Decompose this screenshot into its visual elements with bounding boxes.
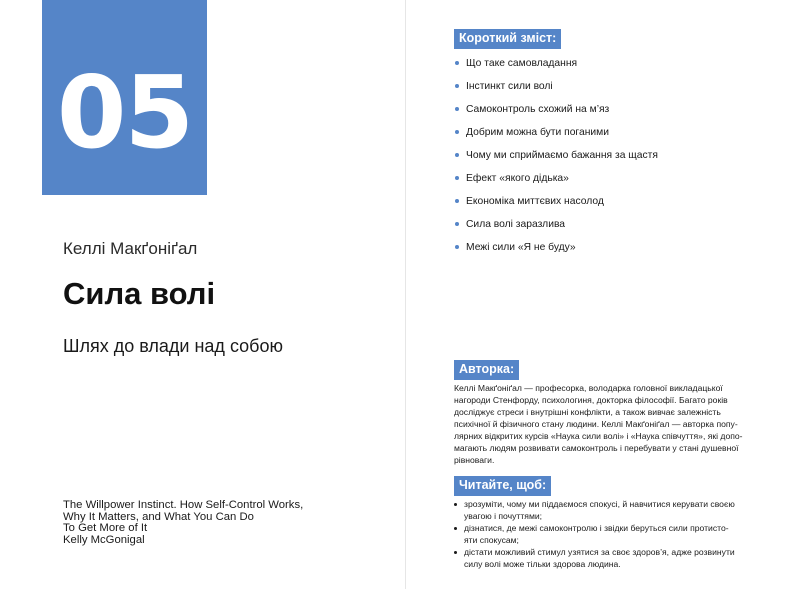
read-item	[454, 522, 764, 546]
bullet-dot-icon	[454, 551, 457, 554]
author-bio-line: лярних відкритих курсів «Наука сили волі» і «Наука співчуття», які допо-	[454, 431, 743, 441]
summary-label: Короткий зміст:	[454, 29, 561, 49]
summary-item-text: Чому ми сприймаємо бажання за щастя	[466, 150, 658, 161]
summary-list	[454, 56, 658, 263]
bullet-dot-icon	[455, 130, 459, 134]
summary-item-text: Економіка миттєвих насолод	[466, 196, 604, 207]
author-bio-line: психічної й фізичного стану людини. Келлі Макґоніґал — авторка попу-	[454, 419, 738, 429]
read-section-label: Читайте, щоб:	[454, 476, 551, 496]
original-title-line: Why It Matters, and What You Can Do	[63, 510, 254, 523]
read-item-line: яти спокусам;	[464, 535, 519, 545]
summary-item-text: Що таке самовладання	[466, 58, 578, 69]
summary-item	[454, 171, 658, 194]
summary-item	[454, 125, 658, 148]
summary-item	[454, 148, 658, 171]
book-subtitle: Шлях до влади над собою	[63, 336, 283, 356]
summary-item-text: Сила волі заразлива	[466, 219, 566, 230]
summary-item-text: Добрим можна бути поганими	[466, 127, 609, 138]
chapter-number: 05	[56, 54, 193, 171]
book-author: Келлі Макґоніґал	[63, 239, 198, 258]
summary-item-text: Межі сили «Я не буду»	[466, 242, 576, 253]
summary-item-text: Самоконтроль схожий на м’яз	[466, 104, 610, 115]
bullet-dot-icon	[455, 245, 459, 249]
read-item-line: зрозуміти, чому ми піддаємося спокусі, й навчитися керувати своєю	[464, 499, 735, 509]
author-section-label: Авторка:	[454, 360, 519, 380]
summary-item	[454, 56, 658, 79]
author-bio-line: магають людям розвивати самоконтроль і перебувати у стані душевної	[454, 443, 739, 453]
bullet-dot-icon	[454, 527, 457, 530]
read-item-line: дізнатися, де межі самоконтролю і звідки беруться сили протисто-	[464, 523, 729, 533]
original-author-line: Kelly McGonigal	[63, 533, 145, 546]
bullet-dot-icon	[455, 153, 459, 157]
bullet-dot-icon	[455, 199, 459, 203]
original-title-line: The Willpower Instinct. How Self-Control Works,	[63, 499, 304, 511]
summary-item-text: Інстинкт сили волі	[466, 81, 553, 92]
read-list	[454, 498, 764, 570]
original-title-line: To Get More of It	[63, 522, 148, 534]
read-item	[454, 498, 764, 522]
bullet-dot-icon	[455, 84, 459, 88]
read-item-line: дістати можливий стимул узятися за своє здоров’я, адже розвинути	[464, 547, 735, 557]
bullet-dot-icon	[455, 61, 459, 65]
summary-item	[454, 194, 658, 217]
bullet-dot-icon	[455, 222, 459, 226]
author-bio-line: рівноваги.	[454, 455, 495, 465]
summary-item	[454, 102, 658, 125]
summary-item-text: Ефект «якого дідька»	[466, 173, 569, 184]
summary-item	[454, 217, 658, 240]
book-title: Сила волі	[63, 276, 216, 311]
author-bio-line: досліджує стреси і внутрішні конфлікти, а також вивчає залежність	[454, 407, 721, 417]
summary-item	[454, 79, 658, 102]
author-bio	[454, 382, 764, 466]
bullet-dot-icon	[454, 503, 457, 506]
bullet-dot-icon	[455, 107, 459, 111]
original-title-block	[63, 500, 303, 546]
author-bio-line: Келлі Макґоніґал — професорка, володарка головної викладацької	[454, 383, 723, 393]
summary-item	[454, 240, 658, 263]
read-item-line: увагою і почуттями;	[464, 511, 543, 521]
read-item-line: силу волі може тільки здорова людина.	[464, 559, 621, 569]
read-item	[454, 546, 764, 570]
author-bio-line: нагороди Стенфорду, психологиня, докторка філософії. Багато років	[454, 395, 728, 405]
chapter-number-block	[42, 0, 207, 195]
bullet-dot-icon	[455, 176, 459, 180]
